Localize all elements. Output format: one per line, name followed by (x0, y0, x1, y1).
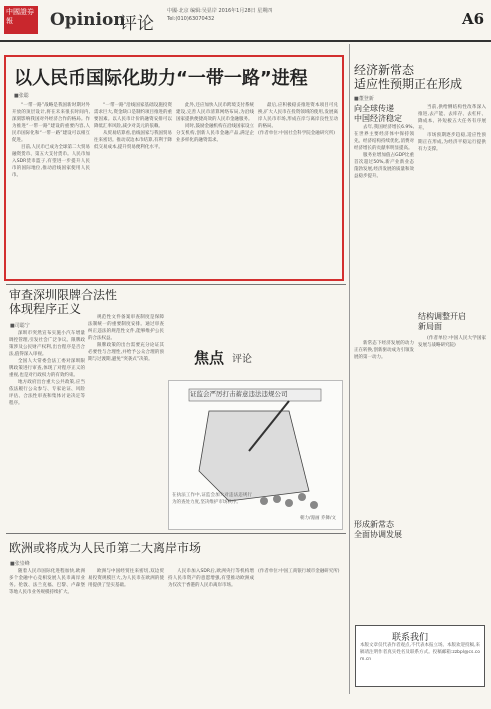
shenzhen-article-title (9, 288, 159, 316)
right-paragraph: (作者单位:中国人民大学国家发展与战略研究院) (418, 336, 486, 348)
right-subhead: 中国经济稳定 (354, 114, 402, 123)
right-column-4 (418, 335, 486, 600)
right-subhead: 全面协调发展 (354, 530, 402, 539)
cartoon-caption-block (172, 492, 252, 524)
right-title-line1: 经济新常态 (354, 63, 415, 77)
euro-column-2 (88, 568, 164, 698)
euro-column-3 (168, 568, 254, 698)
shenzhen-title-line1: 审查深圳限牌合法性 (9, 288, 118, 302)
lead-article-title: 以人民币国际化助力“一带一路”进程 (14, 68, 308, 89)
right-subhead-block-3 (354, 520, 414, 545)
shenzhen-paragraph: 全国人大常委会法工委对深圳限牌政策进行审查,体现了对程序正义的重视,也是对行政权力的有效约束。 (9, 359, 85, 378)
right-paragraph: 市场预期逐步趋稳,适应性预期正在形成,为经济平稳运行提供有力支撑。 (418, 133, 486, 152)
shenzhen-paragraph: 规范性文件备案审查制度是保障法制统一的重要制度安排。通过审查纠正违法的规范性文件,能够维护公民的合法权益。 (88, 315, 164, 341)
right-column-2 (418, 104, 486, 334)
euro-column-4 (258, 568, 344, 698)
right-column-3 (354, 340, 414, 515)
masthead-phone: Tel:(010)63070432 (167, 16, 215, 22)
section-title-zh: 评论 (120, 14, 154, 34)
shenzhen-byline: ■司聪宁 (10, 323, 30, 329)
lead-column-2 (94, 102, 172, 274)
right-title-line2: 适应性预期正在形成 (354, 77, 463, 91)
euro-author-note: (作者单位:中国工商银行城市金融研究所) (258, 569, 340, 574)
masthead-info: 中國·北京 编辑:吴显岸 2016年1月28日 星期四 (167, 8, 273, 14)
lead-paragraph: 同时,鼓励金融机构在沿线国家设立分支机构,创新人民币金融产品,满足企业多样化的融资需求。 (176, 124, 254, 143)
euro-paragraph: 随着人民币国际化进程加快,欧洲多个金融中心竞相发展人民币离岸业务。伦敦、法兰克福、巴黎、卢森堡等地人民币业务规模持续扩大。 (9, 569, 85, 595)
lead-paragraph: “一带一路”沿线国家基础设施投资需求巨大,资金缺口是制约项目推进的重要因素。以人民币计价的融资安排可以降低汇率风险,减少对美元的依赖。 (94, 103, 172, 129)
shenzhen-title-line2: 体现程序正义 (9, 302, 82, 316)
lead-column-3 (176, 102, 254, 274)
column-divider (349, 44, 350, 694)
lead-paragraph: 目前,人民币已成为全球第二大贸易融资货币、第五大支付货币。人民币加入SDR货币篮子,有望进一步提升人民币的国际地位,推动沿线国家使用人民币。 (12, 145, 90, 178)
shenzhen-paragraph: 限牌政策的出台需要充分论证其必要性与合理性,并给予公众合理的预期与过渡期,避免“突袭式”决策。 (88, 343, 164, 362)
lead-paragraph: 从贸易结算看,沿线国家与我国贸易往来密切。推动双边本币结算,有利于降低交易成本,提升贸易便利化水平。 (94, 131, 172, 150)
right-paragraph: 当前,供给侧结构性改革深入推进,去产能、去库存、去杠杆、降成本、补短板五大任务有序展开。 (418, 105, 486, 131)
contact-text-block (360, 642, 480, 682)
lead-column-1 (12, 102, 90, 274)
contact-title: 联系我们 (392, 633, 429, 643)
page-number: A6 (462, 10, 485, 28)
right-subhead: 向全球传递 (354, 104, 394, 113)
right-paragraph: 新常态下经济发展的动力正在转换,创新驱动成为引领发展的第一动力。 (354, 341, 414, 360)
right-subhead: 形成新常态 (354, 520, 394, 529)
cartoon-banner-text: 证监会严厉打击蓄意违法违规公司 (190, 390, 288, 398)
right-article-byline: ■董登新 (354, 96, 374, 102)
right-column-1 (354, 104, 414, 334)
euro-article-title: 欧洲或将成为人民币第二大离岸市场 (9, 541, 202, 555)
cartoon-credit: 朝力/漫画 乔舞/文 (300, 516, 336, 521)
right-subhead: 结构调整开启 (418, 312, 466, 321)
lead-paragraph: 此外,还应加快人民币跨境支付系统建设,完善人民币清算网络布局,为沿线国家提供便捷高效的人民币金融服务。 (176, 103, 254, 122)
contact-text: 本版文章仅代表作者观点,不代表本报立场。本版欢迎投稿,来稿请注明作者真实姓名及联系方式。投稿邮箱:zzbpl@cs.com.cn (360, 643, 480, 662)
euro-column-1 (9, 568, 85, 698)
cartoon-caption: 在执法工作中,证监会加大对违法违规行为的查处力度,坚决维护市场秩序。 (172, 493, 252, 505)
lead-paragraph: “一带一路”战略是我国新时期对外开放的顶层设计,将在未来很长时间内,深刻影响我国对外经济合作的格局。作为推进“一带一路”建设的重要内容,人民币国际化和“一带一路”建设可以相互促进。 (12, 103, 90, 143)
shenzhen-column-1 (9, 330, 85, 530)
euro-paragraph: 欧洲与中国经贸往来密切,双边贸易投资规模巨大,为人民币在欧洲的使用提供了坚实基础。 (88, 569, 164, 588)
right-paragraph: 去年,我国经济增长6.9%,在世界主要经济体中保持领先。经济结构持续优化,消费对经济增长的贡献率明显提高。 (354, 125, 414, 151)
shenzhen-paragraph: 地方政府出台重大公共政策,应当依法履行公众参与、专家论证、风险评估、合法性审查和集体讨论决定等程序。 (9, 380, 85, 406)
lead-column-4 (258, 102, 338, 274)
focus-column-heading: 焦点 (194, 349, 225, 367)
lead-article-byline: ■张聪 (14, 93, 29, 99)
lead-author-note: (作者单位:中国社会科学院金融研究所) (258, 131, 336, 136)
shenzhen-column-2 (88, 314, 164, 530)
shenzhen-paragraph: 深圳市突然宣布实施小汽车增量调控管理,引发社会广泛争议。限牌政策涉及公民财产权利,出台程序是否合法,值得深入审视。 (9, 331, 85, 357)
right-article-title (354, 63, 488, 91)
newspaper-logo: 中國證券報 (4, 6, 38, 34)
euro-byline: ■张崇峰 (10, 561, 30, 567)
section-rule (6, 284, 346, 285)
right-paragraph: 服务业增加值占GDP比重首次超过50%,新产业新业态蓬勃发展,经济发展的质量和效益稳步提升。 (354, 153, 414, 179)
euro-paragraph: 人民币加入SDR后,欧洲央行等机构增持人民币资产的意愿增强,有望推动欧洲成为仅次于香港的人民币离岸市场。 (168, 569, 254, 588)
lead-paragraph: 最后,应积极稳妥推进资本项目可兑换,扩大人民币在投资领域的使用,发展离岸人民币市场,形成在岸与离岸良性互动的格局。 (258, 103, 338, 129)
right-subhead: 新局面 (418, 322, 442, 331)
section-rule (6, 533, 346, 534)
focus-column-subheading: 评论 (232, 354, 252, 365)
section-title-en: Opinion (50, 10, 126, 30)
